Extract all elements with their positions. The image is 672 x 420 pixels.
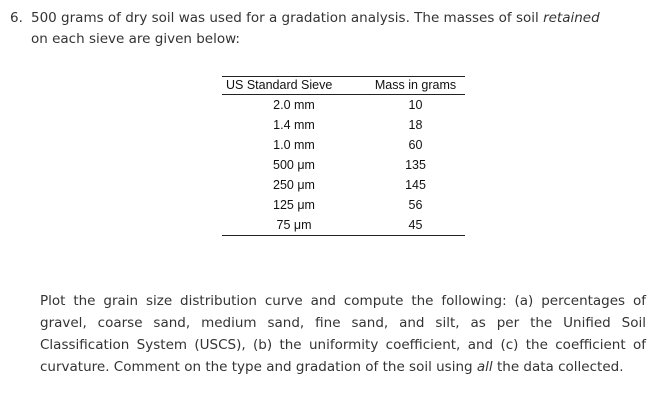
table-row [222, 95, 465, 116]
table-row [222, 155, 465, 175]
sieve-size-cell: 500 μm [273, 158, 315, 172]
problem-emphasis: all [476, 359, 493, 375]
problem-text: Plot the grain size distribution curve and compute the following: (a) percentages of gravel, coarse sand, medium sand, fine sand, and silt, as per the Unified Soil Classification System (USCS), (b) the uniformity coefficient, and (c) the coefficient of curvature. Comment on the type and gradation of the soil using [40, 293, 646, 375]
problem-text-end: the data collected. [492, 359, 624, 375]
question-statement [10, 8, 650, 50]
table-row [222, 115, 465, 135]
mass-cell: 18 [408, 118, 423, 132]
mass-cell: 145 [405, 178, 426, 192]
sieve-size-cell: 75 μm [222, 215, 366, 236]
header-mass: Mass in grams [366, 77, 465, 95]
sieve-size-cell: 1.0 mm [273, 138, 315, 152]
mass-cell: 10 [408, 98, 423, 112]
sieve-size-cell: 2.0 mm [273, 98, 315, 112]
question-intro-continuation: on each sieve are given below: [31, 31, 240, 47]
sieve-size-cell: 250 μm [273, 178, 315, 192]
question-line-1 [10, 8, 650, 29]
question-intro-emphasis: retained [543, 10, 600, 26]
sieve-size-cell: 1.4 mm [273, 118, 315, 132]
mass-cell: 56 [408, 198, 423, 212]
sieve-table-container [222, 76, 465, 236]
question-number: 6. [10, 10, 23, 26]
mass-cell: 60 [408, 138, 423, 152]
table-header-row [222, 77, 465, 95]
mass-cell: 45 [366, 215, 465, 236]
header-sieve: US Standard Sieve [222, 77, 366, 95]
table-row [222, 135, 465, 155]
table-row [222, 195, 465, 215]
mass-cell: 135 [405, 158, 426, 172]
question-intro-text: 500 grams of dry soil was used for a gradation analysis. The masses of soil [31, 10, 544, 26]
table-row [222, 175, 465, 195]
sieve-size-cell: 125 μm [273, 198, 315, 212]
table-row [222, 215, 465, 236]
sieve-table [222, 76, 465, 236]
problem-statement [40, 290, 646, 378]
